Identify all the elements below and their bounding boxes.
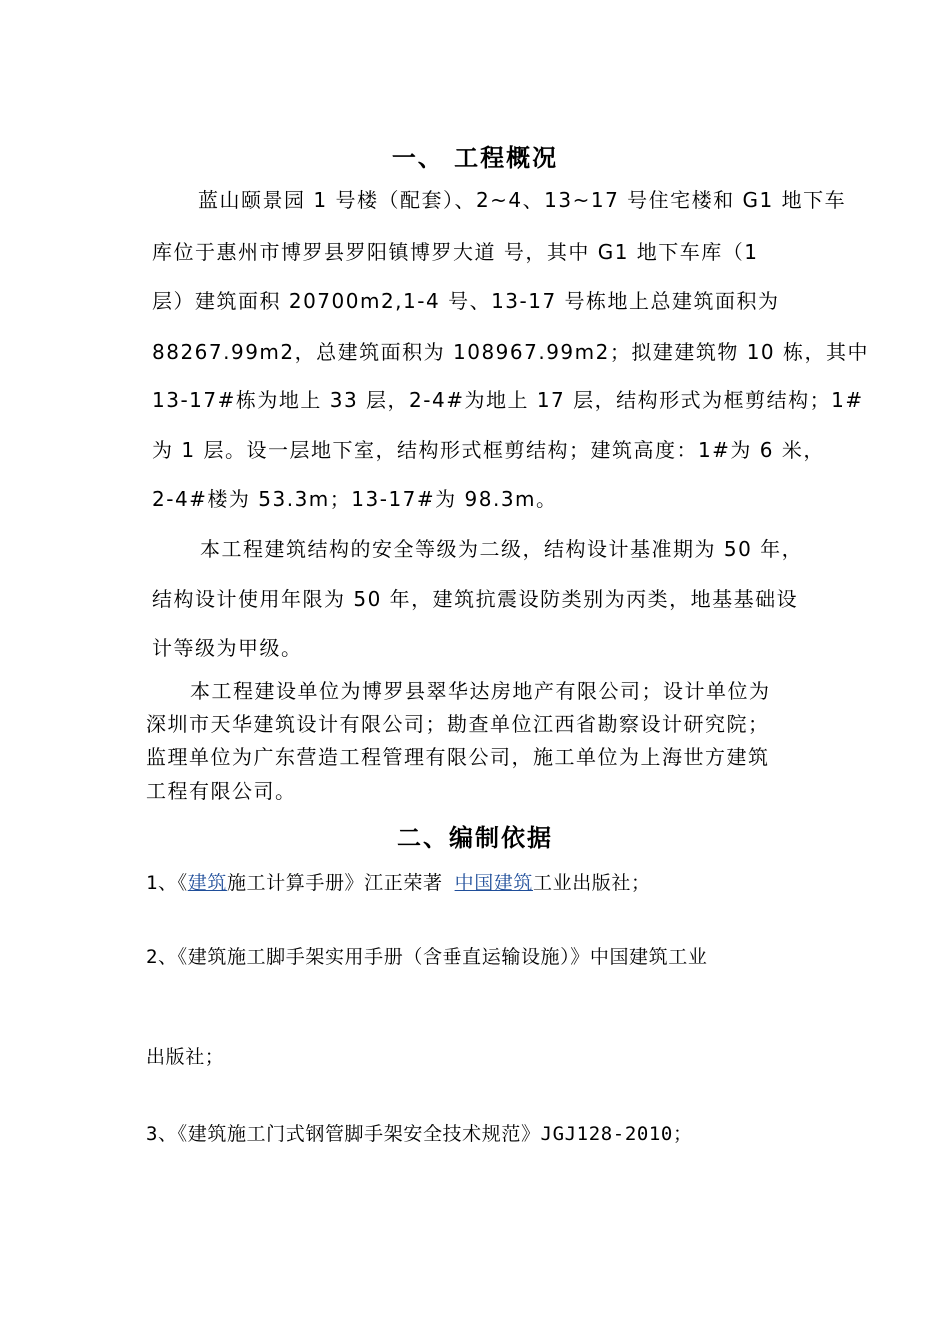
reference-item-2-continued: 出版社； [146, 1046, 225, 1068]
paragraph-line: 88267.99m2，总建筑面积为 108967.99m2；拟建建筑物 10 栋，其中 [152, 340, 870, 364]
paragraph-line: 库位于惠州市博罗县罗阳镇博罗大道 号，其中 G1 地下车库（1 [152, 240, 759, 264]
paragraph-line: 13-17#栋为地上 33 层，2-4#为地上 17 层，结构形式为框剪结构；1# [152, 388, 864, 412]
reference-item-3: 3、《建筑施工门式钢管脚手架安全技术规范》JGJ128-2010； [146, 1123, 693, 1145]
paragraph-line: 蓝山颐景园 1 号楼（配套）、2~4、13~17 号住宅楼和 G1 地下车 [198, 188, 847, 212]
paragraph-line: 计等级为甲级。 [152, 636, 303, 660]
reference-item-1 [146, 871, 651, 895]
reference-middle: 施工计算手册》江正荣著 [226, 872, 455, 894]
paragraph-line: 工程有限公司。 [146, 779, 297, 803]
paragraph-line: 结构设计使用年限为 50 年，建筑抗震设防类别为丙类，地基基础设 [152, 587, 799, 611]
reference-item-2: 2、《建筑施工脚手架实用手册（含垂直运输设施）》中国建筑工业 [146, 946, 708, 968]
paragraph-line: 2-4#楼为 53.3m；13-17#为 98.3m。 [152, 487, 558, 511]
paragraph-line: 层）建筑面积 20700m2,1-4 号、13-17 号栋地上总建筑面积为 [152, 289, 780, 313]
section-title-basis: 二、编制依据 [397, 824, 553, 852]
paragraph-line: 本工程建设单位为博罗县翠华达房地产有限公司；设计单位为 [190, 679, 771, 703]
paragraph-line: 深圳市天华建筑设计有限公司；勘查单位江西省勘察设计研究院； [146, 712, 770, 736]
paragraph-line: 监理单位为广东营造工程管理有限公司，施工单位为上海世方建筑 [146, 745, 770, 769]
link-jianzhu[interactable]: 建筑 [187, 872, 227, 894]
section-title-overview: 一、 工程概况 [391, 144, 559, 172]
reference-suffix: 工业出版社； [533, 872, 651, 894]
reference-prefix: 1、《 [146, 872, 188, 894]
link-zhongguo-jianzhu[interactable]: 中国建筑 [454, 872, 533, 894]
paragraph-line: 为 1 层。设一层地下室，结构形式框剪结构；建筑高度：1#为 6 米， [152, 438, 825, 462]
paragraph-line: 本工程建筑结构的安全等级为二级，结构设计基准期为 50 年， [200, 537, 804, 561]
